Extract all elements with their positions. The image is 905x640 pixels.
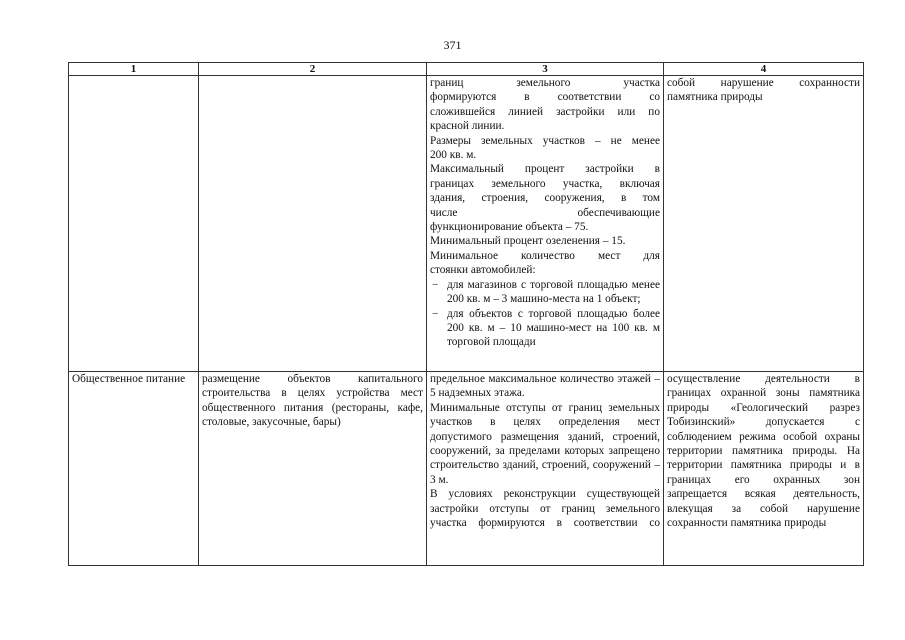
header-col-4: 4 — [664, 63, 864, 76]
row1-col3-line: сложившейся линией застройки или по — [430, 105, 660, 118]
row1-col3-line: 200 кв. м. — [430, 149, 477, 162]
row1-col3-line: формируются в соответствии со — [430, 91, 660, 104]
row1-col3-line: числе обеспечивающие — [430, 206, 660, 219]
header-col-3: 3 — [427, 63, 664, 76]
row1-col3-line: стоянки автомобилей: — [430, 264, 536, 277]
row1-col3-line: Максимальный процент застройки в — [430, 163, 660, 176]
row1-col3-line: функционирование объекта – 75. — [430, 221, 589, 234]
row1-col3-line: красной линии. — [430, 120, 505, 133]
header-col-2: 2 — [199, 63, 427, 76]
list-item-text: для магазинов с торговой площадью менее 200 кв. м – 3 машино-места на 1 объект; — [447, 278, 660, 306]
row2-col4: осуществление деятельности в границах охранной зоны памятника природы «Геологический разрез Тобизинский» допускается с соблюдением режима особой охраны территории памятника природы. На территории памятника природы и в границах его охранных зон запрещается всякая деятельность, влекущая за собой нарушение сохранности памятника природы — [664, 372, 864, 566]
row1-col3-line: границ земельного участка — [430, 77, 660, 89]
row1-col1 — [69, 76, 199, 372]
row1-col3-line: здания, строения, сооружения, в том — [430, 192, 660, 205]
table-row — [69, 372, 864, 566]
list-item — [430, 278, 660, 307]
row2-col3-paragraph: предельное максимальное количество этажей – 5 надземных этажа. — [430, 373, 660, 400]
row1-col3-line: Минимальный процент озеленения – 15. — [430, 235, 626, 248]
table-header-row — [69, 63, 864, 76]
row1-col3-line: Минимальное количество мест для — [430, 249, 660, 262]
row1-col4: собой нарушение сохранности памятника природы — [664, 76, 864, 372]
row2-col3-paragraph: Минимальные отступы от границ земельных участков в целях определения мест допустимого размещения зданий, строений, сооружений, за пределами которых запрещено строительство зданий, строений, сооружений – 3 м. — [430, 401, 660, 486]
zoning-table — [68, 62, 864, 566]
row1-col3-line: границах земельного участка, включая — [430, 177, 660, 190]
header-col-1: 1 — [69, 63, 199, 76]
table-row — [69, 76, 864, 372]
row2-col1: Общественное питание — [69, 372, 199, 566]
page-number: 371 — [443, 38, 462, 52]
parking-list — [430, 278, 660, 350]
dash-bullet: − — [432, 278, 439, 291]
list-item — [430, 307, 660, 350]
row2-col3-paragraph: В условиях реконструкции существующей застройки отступы от границ земельного участка формируются в соответствии со — [430, 488, 660, 530]
row2-col3 — [427, 372, 664, 566]
row1-col3 — [427, 76, 664, 372]
row1-col3-line: Размеры земельных участков – не менее — [430, 134, 660, 147]
row2-col2: размещение объектов капитального строительства в целях устройства мест общественного питания (рестораны, кафе, столовые, закусочные, бары) — [199, 372, 427, 566]
dash-bullet: − — [432, 307, 439, 320]
list-item-text: для объектов с торговой площадью более 200 кв. м – 10 машино-мест на 100 кв. м торговой площади — [447, 307, 660, 349]
row1-col2 — [199, 76, 427, 372]
